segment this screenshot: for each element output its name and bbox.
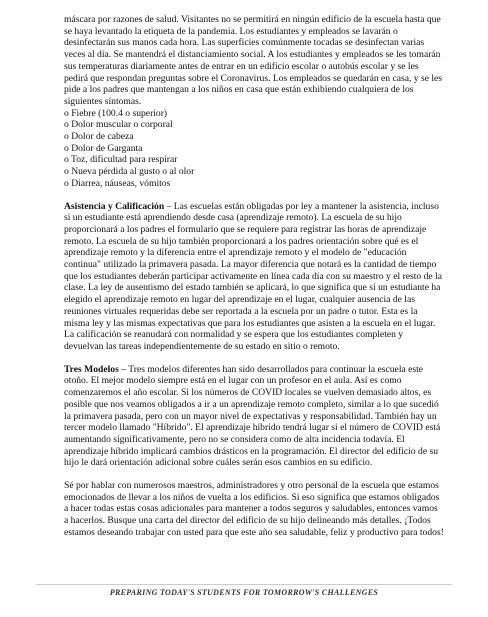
symptom-item: o Dolor muscular o corporal <box>64 119 173 131</box>
closing-paragraph: Sé por hablar con numerosos maestros, administradores y otro personal de la escuela que estamos emocionados de llevar a los niños de vuelta a los edificios. Si eso significa que estamos obligados a hacer todas estas cosas adicionales para mantener a todos seguros y saludables, entonces vamos a hacerlos. Busque una carta del director del edificio de su hijo delineando más detalles. ¡Todos estamos deseando trabajar con usted para que este año sea saludable, feliz y productivo para todos! <box>64 480 444 538</box>
symptom-item: o Fiebre (100.4 o superior) <box>64 107 168 119</box>
intro-paragraph: máscara por razones de salud. Visitantes no se permitirá en ningún edificio de la escuela hasta que se haya levantado la etiqueta de la pandemia. Los estudiantes y empleados se lavarán o desinfectarán sus manos cada hora. Las superficies comúnmente tocadas se desinfectan varias veces al día. Se mantendrá el distanciamiento social. A los estudiantes y empleados se les tomarán sus temperaturas diariamente antes de entrar en un edificio escolar o autobús escolar y se les pedirá que respondan preguntas sobre el Coronavirus. Los empleados se quedarán en casa, y se les pide a los padres que mantengan a los niños en casa que están exhibiendo cualquiera de los siguientes síntomas. <box>64 14 443 107</box>
symptom-item: o Dolor de cabeza <box>64 131 134 143</box>
symptom-item: o Diarrea, náuseas, vómitos <box>64 177 171 189</box>
footer-slogan: PREPARING TODAY'S STUDENTS FOR TOMORROW'S CHALLENGES <box>109 588 379 597</box>
models-heading: Tres Modelos <box>64 363 119 375</box>
attendance-section <box>64 201 444 353</box>
attendance-text: – Las escuelas están obligadas por ley a mantener la asistencia, incluso si un estudiante está aprendiendo desde casa (aprendizaje remoto). La escuela de su hijo proporcionará a los padres el formulario que se requiere para registrar las horas de aprendizaje remoto. La escuela de su hijo también proporcionará a los padres orientación sobre qué es el aprendizaje remoto y la diferencia entre el aprendizaje remoto y el modelo de "educación continua" utilizado la primavera pasada. La mayor diferencia que notará es la cantidad de tiempo que los estudiantes deberán participar activamente en línea cada día con su maestro y el resto de la clase. La ley de ausentismo del estado también se aplicará, lo que significa que si un estudiante ha elegido el aprendizaje remoto en lugar del aprendizaje en el lugar, cualquier ausencia de las reuniones virtuales requeridas debe ser reportada a la escuela por un padre o tutor. Esta es la misma ley y las mismas expectativas que para los estudiantes que asisten a la escuela en el lugar. La calificación se reanudará con normalidad y se espera que los estudiantes completen y devuelvan las tareas independientemente de su estado en sitio o remoto. <box>64 200 442 352</box>
symptom-item: o Nueva pérdida al gusto o al olor <box>64 166 195 178</box>
spacer <box>64 190 444 201</box>
symptom-list <box>64 108 444 190</box>
symptom-item: o Toz, dificultad para respirar <box>64 154 178 166</box>
models-text: – Tres modelos diferentes han sido desarrollados para continuar la escuela este otoño. El mejor modelo siempre está en el lugar con un profesor en el aula. Así es como comenzaremos el año escolar. Si los números de COVID locales se vuelven demasiado altos, es posible que nos veamos obligados a ir a un aprendizaje remoto completo, similar a lo que sucedió la primavera pasada, pero con un mayor nivel de expectativas y responsabilidad. También hay un tercer modelo llamado "Híbrido". El aprendizaje híbrido tendrá lugar si el número de COVID está aumentando significativamente, pero no se considera como de alta incidencia todavía. El aprendizaje híbrido implicará cambios drásticos en la programación. El director del edificio de su hijo le dará orientación adicional sobre cuáles serán esos cambios en su edificio. <box>64 363 441 469</box>
models-section <box>64 364 444 469</box>
spacer <box>64 353 444 364</box>
footer-divider <box>36 584 452 585</box>
symptom-item: o Dolor de Garganta <box>64 142 143 154</box>
letter-body <box>64 14 444 539</box>
attendance-heading: Asistencia y Calificación <box>64 200 165 212</box>
spacer <box>64 469 444 480</box>
